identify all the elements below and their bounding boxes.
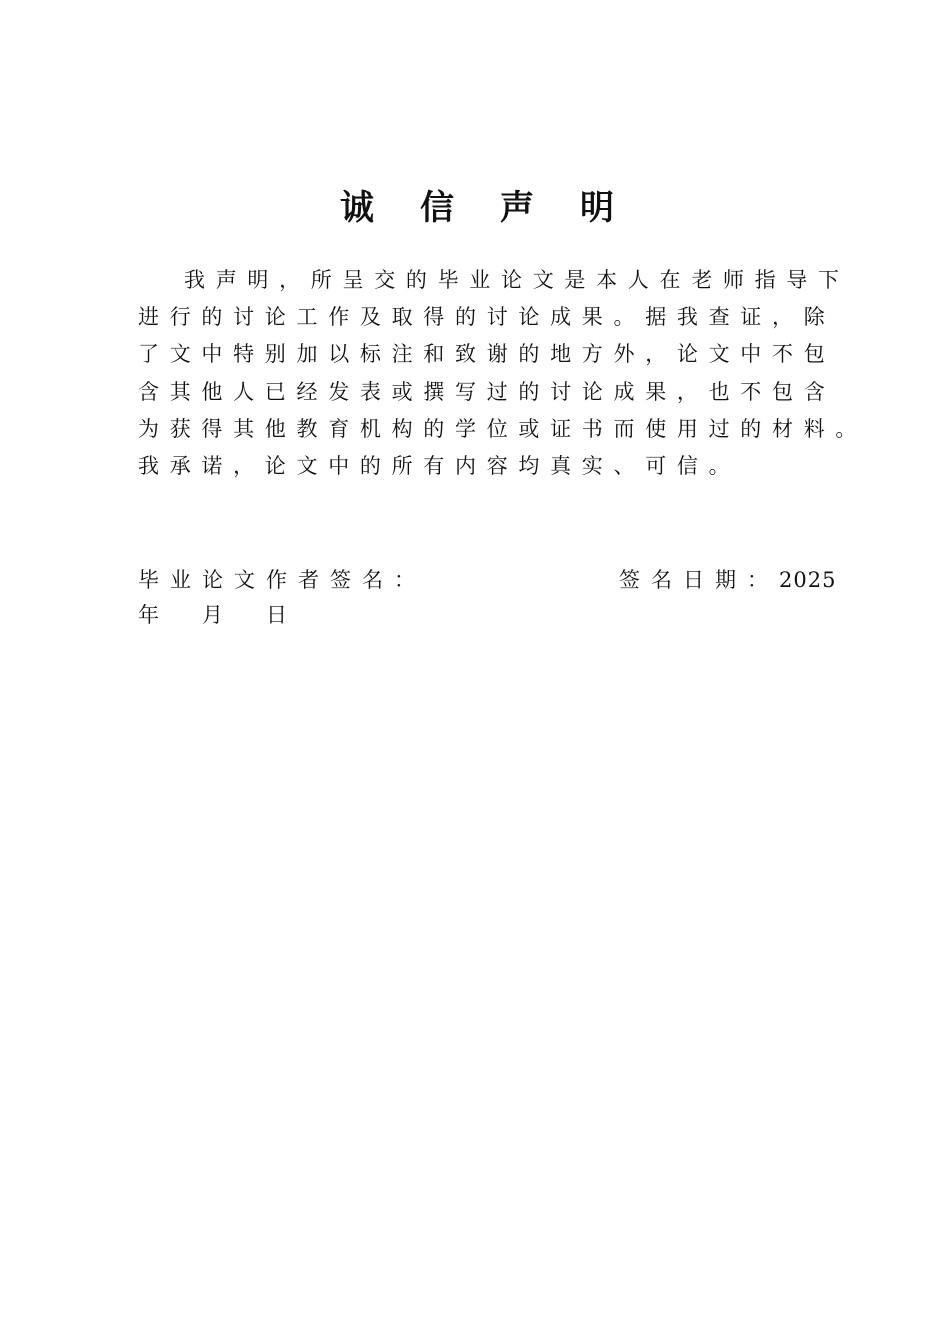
paragraph-line: 含其他人已经发表或撰写过的讨论成果，也不包含 (138, 379, 836, 404)
paragraph-line: 为获得其他教育机构的学位或证书而使用过的材料。 (138, 416, 868, 441)
author-signature-label: 毕业论文作者签名： (138, 568, 426, 592)
paragraph-line: 进行的讨论工作及取得的讨论成果。据我查证，除 (138, 305, 836, 330)
paragraph-line: 了文中特别加以标注和致谢的地方外，论文中不包 (138, 342, 836, 367)
day-unit: 日 (266, 603, 287, 627)
month-unit: 月 (202, 603, 223, 627)
declaration-paragraph (138, 262, 868, 485)
paragraph-line: 我声明，所呈交的毕业论文是本人在老师指导下 (184, 268, 850, 292)
signature-date-label: 签名日期： (619, 568, 779, 592)
signature-date-units (138, 598, 287, 632)
page-title: 诚信声明 (340, 188, 660, 228)
paragraph-line: 我承诺，论文中的所有内容均真实、可信。 (138, 454, 741, 479)
signature-year: 2025 (779, 568, 837, 592)
year-unit: 年 (138, 603, 159, 627)
